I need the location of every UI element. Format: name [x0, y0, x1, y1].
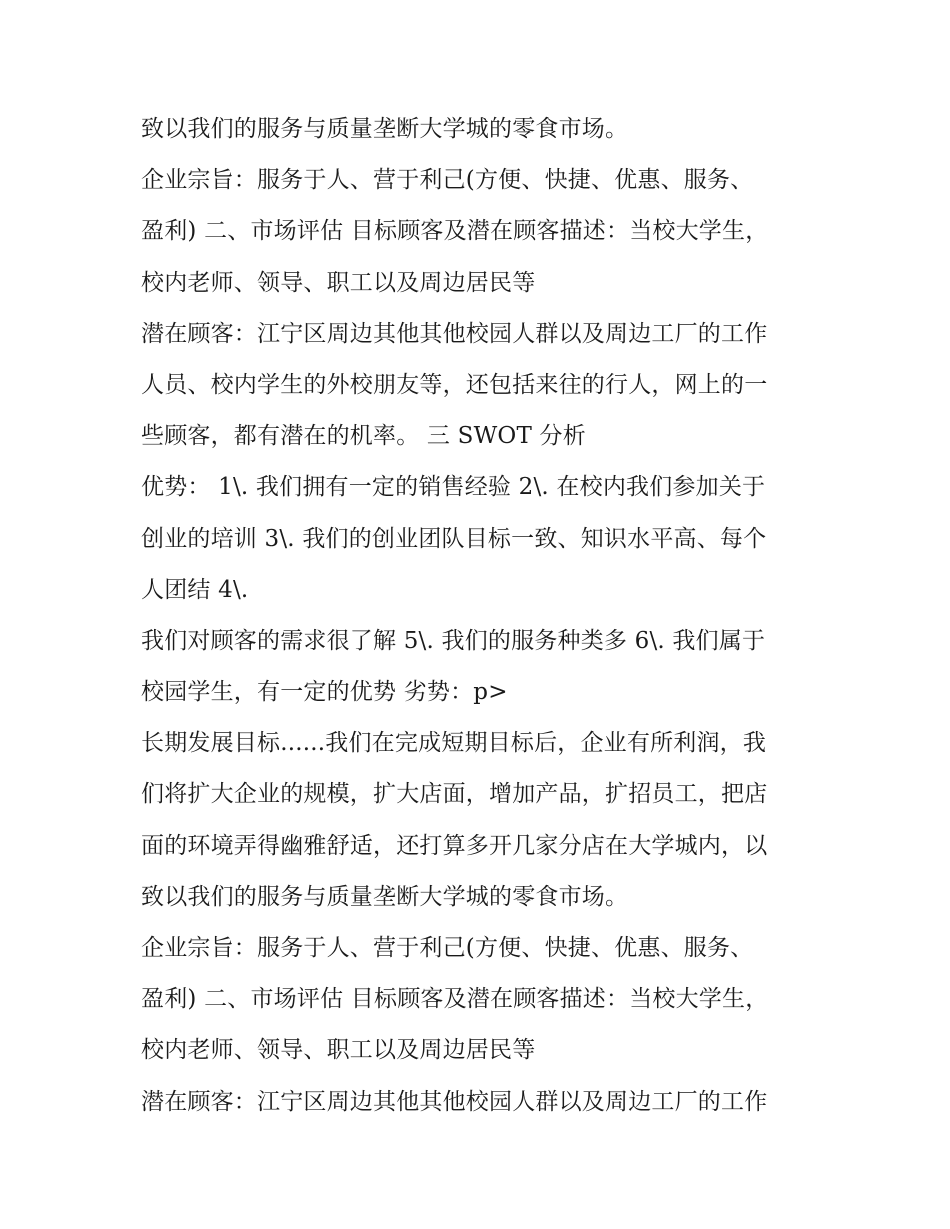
text-line: 盈利) 二、市场评估 目标顾客及潜在顾客描述：当校大学生，	[141, 218, 769, 245]
text-line: 面的环境弄得幽雅舒适，还打算多开几家分店在大学城内，以	[141, 832, 768, 859]
text-line: 创业的培训 3\. 我们的创业团队目标一致、知识水平高、每个	[141, 525, 767, 552]
text-line: 企业宗旨：服务于人、营于利己(方便、快捷、优惠、服务、	[141, 935, 754, 961]
text-line: 潜在顾客：江宁区周边其他其他校园人群以及周边工厂的工作	[141, 1088, 768, 1115]
text-line: 致以我们的服务与质量垄断大学城的零食市场。	[141, 883, 629, 910]
text-line: 人团结 4\.	[141, 576, 249, 603]
text-line: 企业宗旨：服务于人、营于利己(方便、快捷、优惠、服务、	[141, 167, 754, 194]
text-line: 优势： 1\. 我们拥有一定的销售经验 2\. 在校内我们参加关于	[141, 474, 766, 501]
text-line: 我们对顾客的需求很了解 5\. 我们的服务种类多 6\. 我们属于	[141, 627, 766, 654]
text-line: 人员、校内学生的外校朋友等，还包括来往的行人，网上的一	[141, 371, 768, 398]
text-line: 些顾客，都有潜在的机率。 三 SWOT 分析	[141, 423, 586, 450]
text-line: 潜在顾客：江宁区周边其他其他校园人群以及周边工厂的工作	[141, 320, 768, 347]
text-line: 盈利) 二、市场评估 目标顾客及潜在顾客描述：当校大学生，	[141, 986, 769, 1013]
text-line: 们将扩大企业的规模，扩大店面，增加产品，扩招员工，把店	[141, 781, 768, 808]
text-line: 校内老师、领导、职工以及周边居民等	[141, 269, 536, 296]
text-line: 长期发展目标......我们在完成短期目标后，企业有所利润，我	[141, 730, 767, 757]
text-line: 校内老师、领导、职工以及周边居民等	[141, 1037, 536, 1064]
text-line: 致以我们的服务与质量垄断大学城的零食市场。	[141, 116, 629, 142]
text-line: 校园学生，有一定的优势 劣势：p>	[141, 679, 508, 706]
document-body	[141, 104, 821, 1128]
